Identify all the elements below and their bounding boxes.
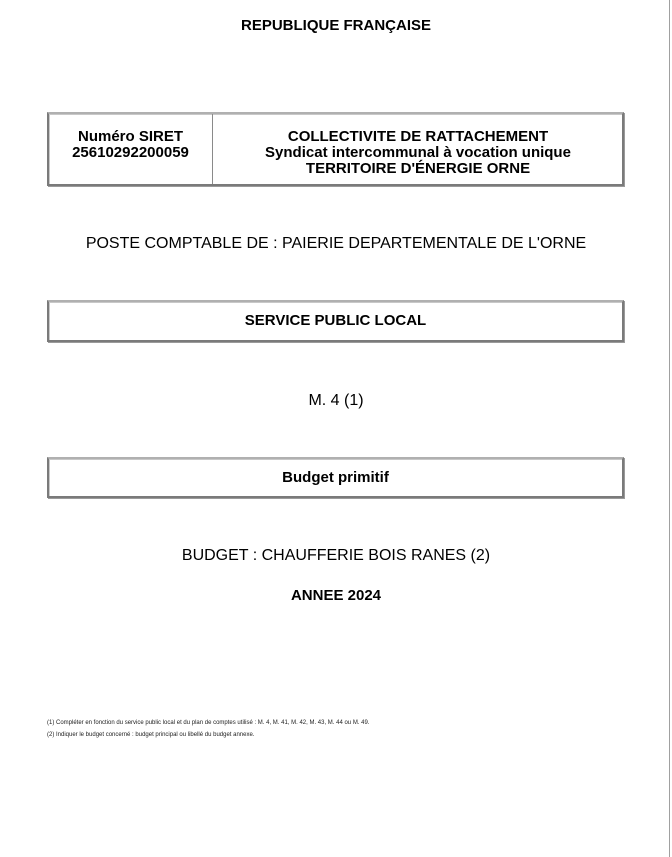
page-edge: [669, 0, 670, 857]
siret-cell: [49, 114, 213, 184]
collectivite-cell: [214, 114, 622, 184]
budget-name: BUDGET : CHAUFFERIE BOIS RANES (2): [181, 547, 491, 564]
page-title: REPUBLIQUE FRANÇAISE: [240, 17, 431, 34]
service-box: [47, 300, 624, 342]
service-label: SERVICE PUBLIC LOCAL: [244, 312, 427, 329]
footnotes: [47, 717, 370, 741]
budget-type-label: Budget primitif: [282, 469, 389, 486]
nomenclature: M. 4 (1): [308, 392, 364, 409]
collectivite-label: COLLECTIVITE DE RATTACHEMENT: [287, 128, 549, 145]
siret-value: 25610292200059: [72, 144, 189, 161]
collectivite-name: TERRITOIRE D'ÉNERGIE ORNE: [305, 160, 531, 177]
budget-type-box: [47, 457, 624, 498]
annee: ANNEE 2024: [290, 587, 382, 604]
collectivite-type: Syndicat intercommunal à vocation unique: [265, 144, 571, 161]
poste-comptable: POSTE COMPTABLE DE : PAIERIE DEPARTEMENTALE DE L'ORNE: [85, 235, 587, 252]
footnote-1: (1) Compléter en fonction du service public local et du plan de comptes utilisé : M. 4, M. 41, M. 42, M. 43, M. 44 ou M. 49.: [47, 720, 370, 726]
siret-label: Numéro SIRET: [77, 128, 183, 145]
identity-box: [47, 112, 624, 186]
footnote-2: (2) Indiquer le budget concerné : budget principal ou libellé du budget annexe.: [47, 732, 255, 738]
